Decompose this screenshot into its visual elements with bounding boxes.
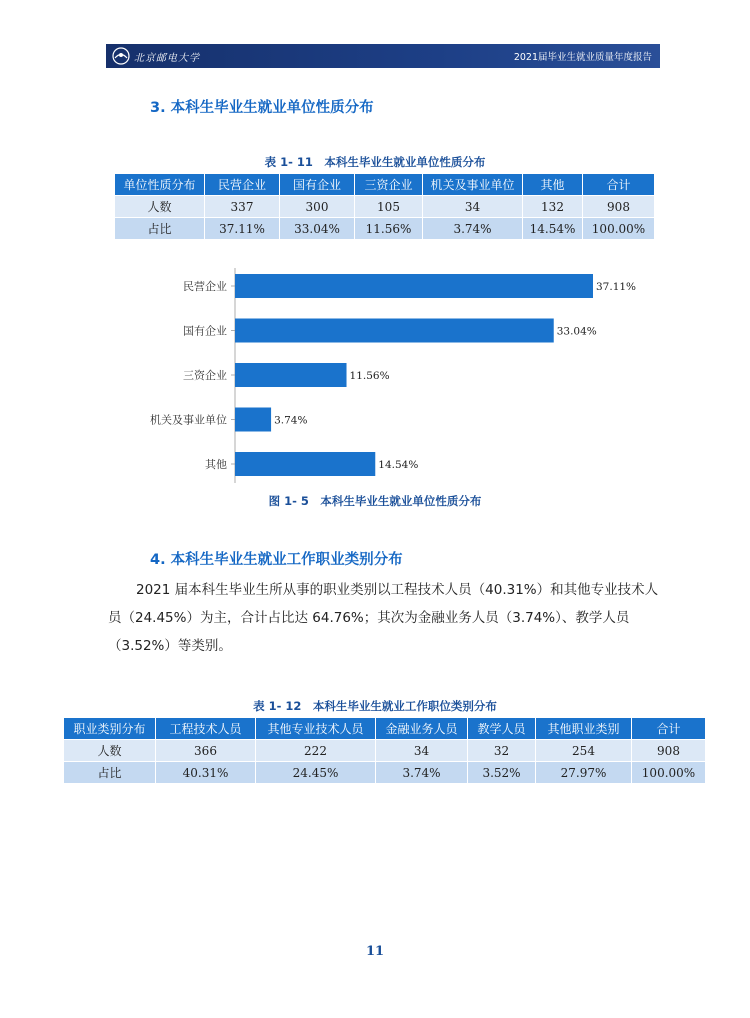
chart-bar <box>235 319 554 343</box>
table-cell: 33.04% <box>280 218 355 240</box>
table-cell: 908 <box>632 740 706 762</box>
table-cell: 3.52% <box>468 762 536 784</box>
chart-value-label: 11.56% <box>349 370 390 382</box>
table-header-cell: 机关及事业单位 <box>423 174 523 196</box>
table-header-cell: 教学人员 <box>468 718 536 740</box>
chart-value-label: 37.11% <box>596 281 637 293</box>
table-header-cell: 国有企业 <box>280 174 355 196</box>
chart-value-label: 14.54% <box>378 459 419 471</box>
chart-category-label: 其他 <box>205 458 227 471</box>
table-header-cell: 三资企业 <box>355 174 423 196</box>
table-header-cell: 单位性质分布 <box>115 174 205 196</box>
section4-paragraph: 2021 届本科生毕业生所从事的职业类别以工程技术人员（40.31%）和其他专业技术人员（24.45%）为主，合计占比达 64.76%；其次为金融业务人员（3.74%）、教学人员（3.52%）等类别。 <box>108 582 659 654</box>
table-cell: 14.54% <box>523 218 583 240</box>
table-cell: 100.00% <box>632 762 706 784</box>
table-header-cell: 其他专业技术人员 <box>256 718 376 740</box>
table-cell: 132 <box>523 196 583 218</box>
university-emblem-icon <box>112 47 130 65</box>
table-header-cell: 其他 <box>523 174 583 196</box>
chart-bar <box>235 452 375 476</box>
table-1-12-caption: 表 1- 12 本科生毕业生就业工作职位类别分布 <box>253 699 497 713</box>
table-1-11-caption: 表 1- 11 本科生毕业生就业单位性质分布 <box>264 155 486 169</box>
table-cell: 254 <box>536 740 632 762</box>
chart-category-label: 三资企业 <box>183 369 227 382</box>
chart-value-label: 3.74% <box>274 414 308 427</box>
page-number: 11 <box>365 944 385 959</box>
table-cell: 27.97% <box>536 762 632 784</box>
table-header-cell: 工程技术人员 <box>156 718 256 740</box>
table-header-cell: 金融业务人员 <box>376 718 468 740</box>
logo-text: 北京邮电大学 <box>134 52 200 64</box>
chart-bar <box>235 274 593 298</box>
table-cell: 337 <box>205 196 280 218</box>
chart-category-label: 机关及事业单位 <box>150 413 227 427</box>
table-cell: 11.56% <box>355 218 423 240</box>
report-title: 2021届毕业生就业质量年度报告 <box>513 52 652 63</box>
table-cell: 24.45% <box>256 762 376 784</box>
table-row <box>115 218 655 240</box>
unit-nature-bar-chart <box>130 268 650 483</box>
table-cell: 40.31% <box>156 762 256 784</box>
table-cell: 3.74% <box>423 218 523 240</box>
chart-value-label: 33.04% <box>556 325 597 338</box>
table-cell: 3.74% <box>376 762 468 784</box>
table-header-cell: 其他职业类别 <box>536 718 632 740</box>
chart-category-label: 民营企业 <box>183 280 227 293</box>
table-cell: 908 <box>583 196 655 218</box>
table-cell: 占比 <box>64 762 156 784</box>
table-header-cell: 合计 <box>632 718 706 740</box>
table-cell: 32 <box>468 740 536 762</box>
table-1-12 <box>63 717 706 784</box>
table-cell: 105 <box>355 196 423 218</box>
table-cell: 占比 <box>115 218 205 240</box>
chart-bar <box>235 408 271 432</box>
table-cell: 366 <box>156 740 256 762</box>
section4-heading: 4. 本科生毕业生就业工作职业类别分布 <box>150 552 403 568</box>
table-row <box>115 196 655 218</box>
table-cell: 人数 <box>64 740 156 762</box>
university-logo <box>112 47 200 65</box>
table-cell: 100.00% <box>583 218 655 240</box>
table-cell: 37.11% <box>205 218 280 240</box>
table-cell: 34 <box>376 740 468 762</box>
chart-bar <box>235 363 347 387</box>
table-cell: 人数 <box>115 196 205 218</box>
figure-1-5-caption: 图 1- 5 本科生毕业生就业单位性质分布 <box>268 494 482 508</box>
table-1-11 <box>114 173 655 240</box>
header-banner <box>106 44 660 68</box>
table-row <box>64 762 706 784</box>
section3-heading: 3. 本科生毕业生就业单位性质分布 <box>150 100 374 116</box>
table-cell: 222 <box>256 740 376 762</box>
chart-category-label: 国有企业 <box>183 324 227 338</box>
table-header-cell: 合计 <box>583 174 655 196</box>
table-row <box>64 740 706 762</box>
table-header-cell: 职业类别分布 <box>64 718 156 740</box>
table-cell: 34 <box>423 196 523 218</box>
table-cell: 300 <box>280 196 355 218</box>
table-header-cell: 民营企业 <box>205 174 280 196</box>
